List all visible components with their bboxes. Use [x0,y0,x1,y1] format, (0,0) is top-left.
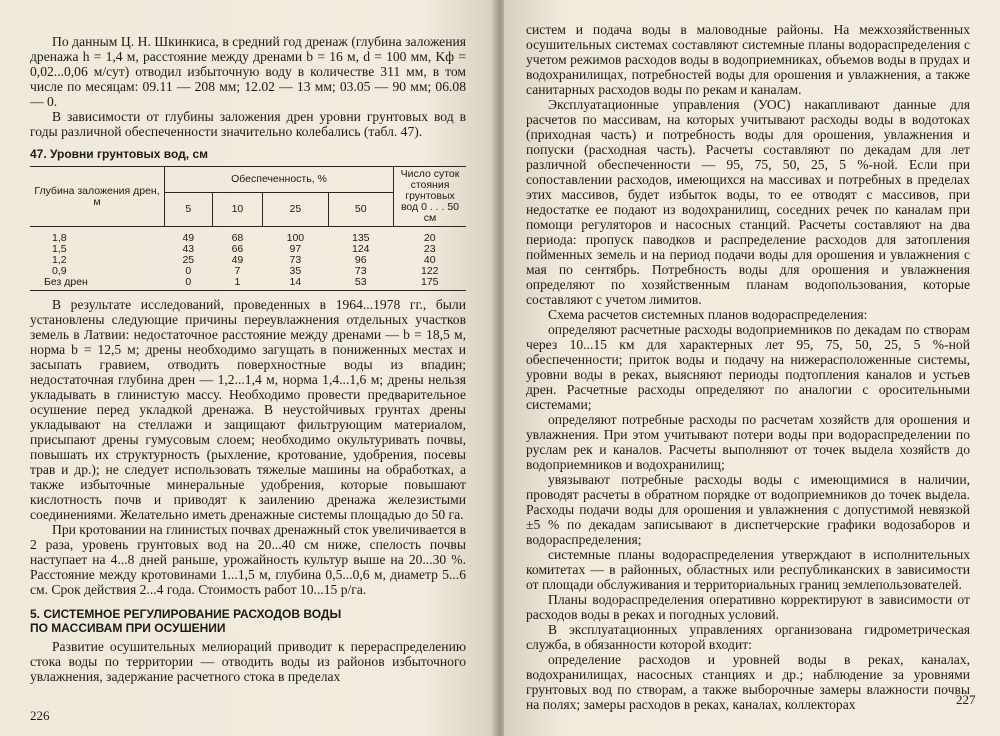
groundwater-table [30,166,466,291]
table-caption: 47. Уровни грунтовых вод, см [30,147,209,161]
paragraph: По данным Ц. Н. Шкинкиса, в средний год дренаж (глубина заложения дренажа h = 1,4 м, расстояние между дренами b = 16 м, d = 100 мм, Kф = 0,02...0,06 м/сут) отводил избыточную воду в количестве 311 мм, в том числе по месяцам: 09.11 — 208 мм; 12.02 — 13 мм; 03.05 — 90 мм; 06.08 — 0. [30,34,466,109]
table-row [30,277,466,288]
paragraph: Эксплуатационные управления (УОС) накапливают данные для расчетов по массивам, на которых учитывают расходы воды в водотоках (приходная часть) и потребность воды для орошения, увлажнения и попуски (расходная часть). Расчеты составляют по декадам для лет различной обеспеченности — 95, 75, 50, 25, 5 %-ной. Если при сопоставлении расходов, имеющихся на массивах и потребных в пределах этих массивов, будет избыток воды, то ее отводят с массивов, при недостатке ее подают из водохранилищ, соседних речек по каналам при помощи регуляторов и насосных станций. Расчеты составляют на два периода: пропуск паводков и распределение расходов для затопления пойменных земель и на период подачи воды для орошения и увлажнения с мая по сентябрь. Потребность воды для орошения и увлажнения определяют по хозяйственным планам водопользования, которые составляют с учетом лимитов. [526,97,970,307]
cell-value: 0 [185,265,192,277]
paragraph: Развитие осушительных мелиораций приводит к перераспределению стока воды по территории — отводить воды из районов избыточного увлажнения, задержание расчетного стока в пределах [30,639,466,684]
paragraph: определяют расчетные расходы водоприемников по декадам по створам через 10...15 км для характерных лет 95, 75, 50, 25, 5 %-ной обеспеченности; приток воды и подачу на нижерасположенные системы, уровни воды в реках, выясняют периоды подтопления каналов и устьев дрен. Расчетные расходы определяют по аналогии с оросительными системами; [526,322,970,412]
section-heading-line: ПО МАССИВАМ ПРИ ОСУШЕНИИ [30,621,226,635]
right-page [504,0,1000,736]
cell-value: 73 [289,254,302,266]
cell-value: 66 [231,243,244,255]
table-row [30,266,466,277]
table-header-days: Число суток стояния грунтовых вод 0 . . . 50 см [394,167,467,227]
cell-days: 175 [420,276,439,288]
cell-value: 43 [182,243,195,255]
cell-value: 0 [185,276,192,288]
cell-days: 20 [423,232,436,244]
paragraph: определяют потребные расходы по расчетам хозяйств для орошения и увлажнения. При этом учитывают потери воды при водораспределении по руслам рек и каналов. Расчеты выполняют от точек выдела хозяйств до водоприемников и водохранилищ; [526,412,970,472]
cell-days: 122 [420,265,439,277]
cell-depth: 1,2 [52,254,67,266]
cell-value: 49 [182,232,195,244]
paragraph: увязывают потребные расходы воды с имеющимися в наличии, проводят расчеты в обратном порядке от водоприемников до точек выдела. Расходы подачи воды для орошения и увлажнения с допустимой невязкой ±5 % по декадам записывают в диспетчерские графики водозаборов и водораспределения; [526,472,970,547]
left-page [0,0,496,736]
section-heading-line: 5. СИСТЕМНОЕ РЕГУЛИРОВАНИЕ РАСХОДОВ ВОДЫ [30,607,342,621]
page-number: 226 [30,708,50,723]
cell-days: 23 [423,243,436,255]
page-number: 227 [956,692,976,707]
table-row [30,233,466,244]
table-header-prob-5: 5 [165,193,213,227]
cell-depth: Без дрен [44,276,88,288]
paragraph: Планы водораспределения оперативно корректируют в зависимости от расходов воды в реках и погодных условий. [526,592,970,622]
cell-value: 73 [354,265,367,277]
cell-value: 7 [234,265,241,277]
left-page-content [30,34,466,684]
paragraph: определение расходов и уровней воды в реках, каналах, водохранилищах, насосных станциях и др.; наблюдение за уровнями грунтовых вод по створам, а также выборочные замеры влажности почвы на полях; замеры расходов в реках, каналах, коллекторах [526,652,970,712]
paragraph: В эксплуатационных управлениях организована гидрометрическая служба, в обязанности которой входит: [526,622,970,652]
cell-value: 49 [231,254,244,266]
right-page-content [526,22,970,712]
paragraph: системные планы водораспределения утверждают в исполнительных комитетах — в районных, областных или республиканских в зависимости от площади обслуживания и территориальных границ землепользователей. [526,547,970,592]
paragraph: систем и подача воды в маловодные районы. На межхозяйственных осушительных системах составляют системные планы водораспределения с учетом режимов расходов воды в водоприемниках, объемов воды в прудах и водохранилищах, потребностей воды для орошения и увлажнения, а также санитарных расходов воды по рекам и каналам. [526,22,970,97]
cell-value: 53 [354,276,367,288]
table-header-prob-10: 10 [212,193,263,227]
paragraph: Схема расчетов системных планов водораспределения: [548,307,868,322]
cell-value: 1 [234,276,241,288]
cell-value: 14 [289,276,302,288]
cell-value: 68 [231,232,244,244]
table-header-depth: Глубина заложения дрен, м [30,167,165,227]
section-heading [30,607,466,635]
cell-value: 25 [182,254,195,266]
cell-depth: 1,5 [52,243,67,255]
cell-depth: 0,9 [52,265,67,277]
paragraph: В зависимости от глубины заложения дрен уровни грунтовых вод в годы различной обеспеченности значительно колебались (табл. 47). [30,109,466,139]
cell-value: 124 [352,243,370,255]
cell-value: 96 [354,254,367,266]
cell-value: 100 [286,232,305,244]
table-header-prob-25: 25 [263,193,328,227]
cell-depth: 1,8 [52,232,67,244]
table-header-prob-50: 50 [328,193,393,227]
table-row [30,255,466,266]
paragraph: В результате исследований, проведенных в 1964...1978 гг., были установлены следующие причины переувлажнения отдельных участков земель в Латвии: недостаточное расстояние между дренами — b = 18,5 м, норма b = 12,5 м; дрены необходимо загущать в пониженных местах и засыпать гравием, отводить поверхностные воды из впадин; недостаточная глубина дрен — 1,2...1,4 м, норма 1,4...1,6 м; дрены нельзя укладывать в глинистую массу. Необходимо провести предварительное осушение перед укладкой дренажа. В неустойчивых грунтах дрены укладывают на стеллажи и защищают фильтрующим материалом, присыпают дрены гумусовым слоем; необходимо окультуривать почвы, повышать их структурность (рыхление, кротование, удобрения, посевы трав и др.); не следует использовать тяжелые машины на обработках, а также избыточные минеральные удобрения, которые повышают кислотность почв и приводят к заилению дренажа железистыми соединениями. Желательно иметь дренажные системы площадью до 50 га. [30,297,466,522]
table-header-probability: Обеспеченность, % [165,167,394,193]
table-row [30,244,466,255]
cell-value: 35 [289,265,302,277]
cell-value: 135 [352,232,370,244]
cell-value: 97 [289,243,302,255]
paragraph: При кротовании на глинистых почвах дренажный сток увеличивается в 2 раза, уровень грунтовых вод на 20...40 см ниже, спелость почвы наступает на 4...8 дней раньше, урожайность культур выше на 20...30 %. Расстояние между кротовинами 1...1,5 м, глубина 0,5...0,6 м, диаметр 5...6 см. Срок действия 2...4 года. Стоимость работ 10...15 р/га. [30,522,466,597]
cell-days: 40 [423,254,436,266]
